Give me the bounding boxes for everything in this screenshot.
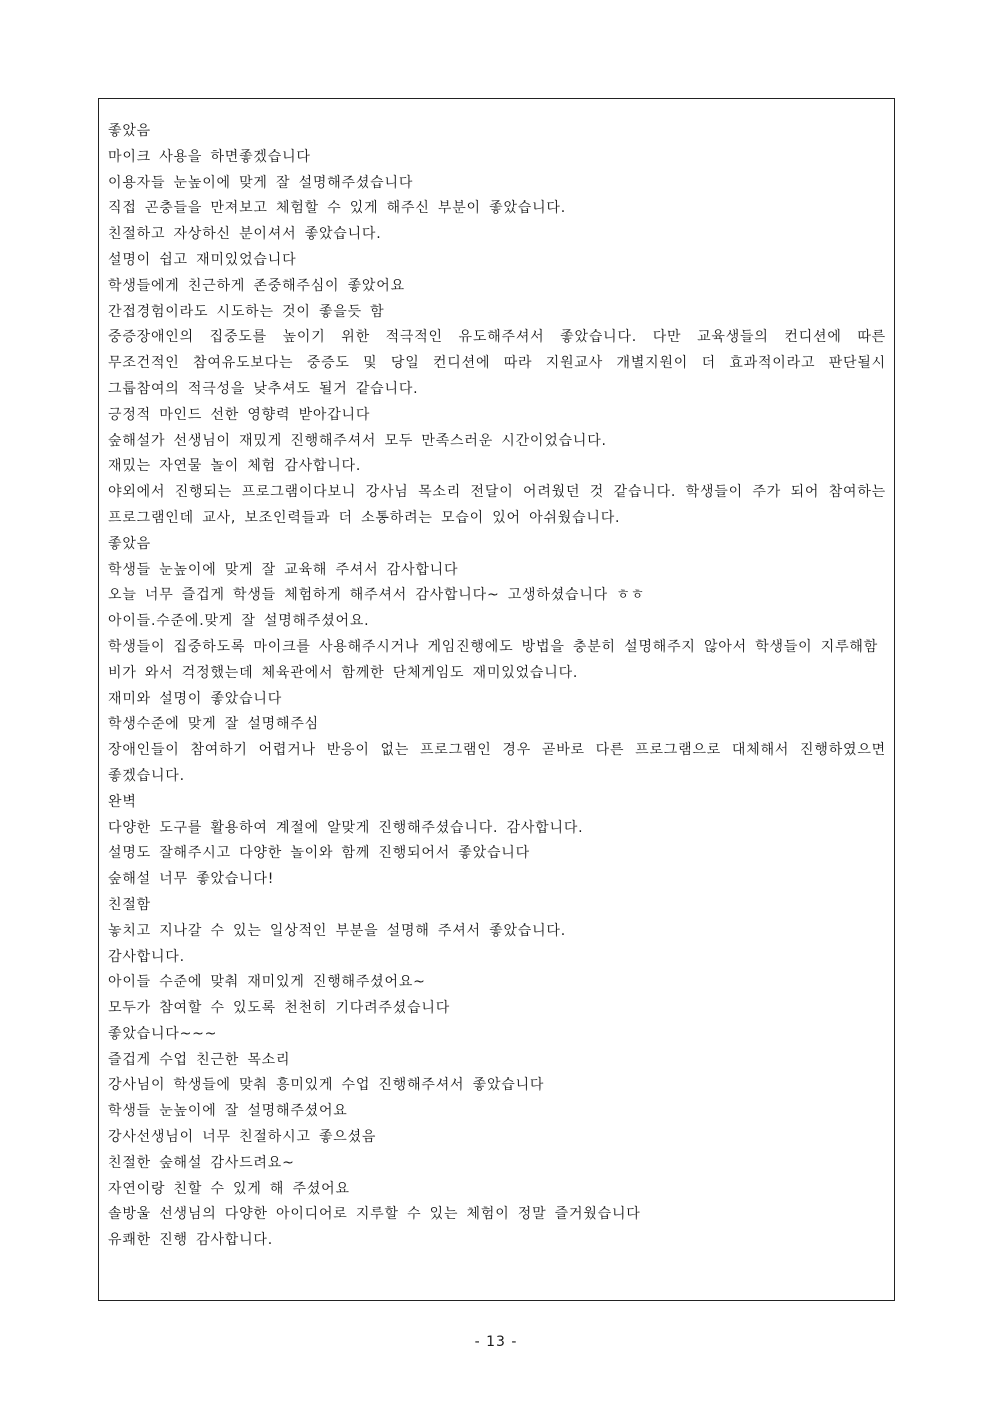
page-number: - 13 -: [474, 1334, 518, 1350]
feedback-entry: 재미와 설명이 좋았습니다: [108, 690, 283, 707]
feedback-entry: 유쾌한 진행 감사합니다.: [108, 1232, 273, 1249]
feedback-entry: 비가 와서 걱정했는데 체육관에서 함께한 단체게임도 재미있었습니다.: [108, 664, 579, 681]
feedback-entry: 숲해설 너무 좋았습니다!: [108, 871, 275, 888]
feedback-entry: 친절함: [108, 896, 151, 913]
feedback-entry: 학생들 눈높이에 잘 설명해주셨어요: [108, 1103, 348, 1120]
feedback-entry: 친절한 숲해설 감사드려요~: [108, 1154, 295, 1171]
feedback-entry: 야외에서 진행되는 프로그램이다보니 강사님 목소리 전달이 어려웠던 것 같습니다. 학생들이 주가 되어 참여하는 프로그램인데 교사, 보조인력들과 더 소통하려는 모습이 있어 아쉬웠습니다.: [108, 484, 886, 526]
feedback-entry: 마이크 사용을 하면좋겠습니다: [108, 148, 311, 165]
feedback-entry: 직접 곤충들을 만져보고 체험할 수 있게 해주신 부분이 좋았습니다.: [108, 200, 566, 217]
feedback-entry: 오늘 너무 즐겁게 학생들 체험하게 해주셔서 감사합니다~ 고생하셨습니다 ㅎㅎ: [108, 587, 645, 604]
feedback-entry: 중증장애인의 집중도를 높이기 위한 적극적인 유도해주셔서 좋았습니다. 다만 교육생들의 컨디션에 따른 무조건적인 참여유도보다는 중증도 및 당일 컨디션에 따라 지원교사 개별지원이 더 효과적이라고 판단될시 그룹참여의 적극성을 낮추셔도 될거 같습니다.: [108, 329, 886, 397]
feedback-entry: 학생들이 집중하도록 마이크를 사용해주시거나 게임진행에도 방법을 충분히 설명해주지 않아서 학생들이 지루해함: [108, 638, 879, 655]
feedback-entry: 좋았음: [108, 535, 151, 552]
feedback-entry: 모두가 참여할 수 있도록 천천히 기다려주셨습니다: [108, 1000, 451, 1017]
feedback-entry: 아이들 수준에 맞춰 재미있게 진행해주셨어요~: [108, 974, 426, 991]
feedback-entry: 장애인들이 참여하기 어렵거나 반응이 없는 프로그램인 경우 곧바로 다른 프로그램으로 대체해서 진행하였으면 좋겠습니다.: [108, 742, 886, 784]
feedback-entry: 다양한 도구를 활용하여 계절에 알맞게 진행해주셨습니다. 감사합니다.: [108, 819, 584, 836]
feedback-entry: 설명도 잘해주시고 다양한 놀이와 함께 진행되어서 좋았습니다: [108, 845, 530, 862]
feedback-entry: 즐겁게 수업 친근한 목소리: [108, 1051, 291, 1068]
feedback-entry: 좋았음: [108, 123, 151, 139]
feedback-entry: 친절하고 자상하신 분이셔서 좋았습니다.: [108, 226, 382, 243]
feedback-entry: 솔방울 선생님의 다양한 아이디어로 지루할 수 있는 체험이 정말 즐거웠습니다: [108, 1206, 641, 1223]
feedback-entry: 완벽: [108, 793, 137, 810]
feedback-entry: 설명이 쉽고 재미있었습니다: [108, 251, 297, 268]
feedback-entry: 긍정적 마인드 선한 영향력 받아갑니다: [108, 406, 371, 423]
feedback-entry: 강사님이 학생들에 맞춰 흥미있게 수업 진행해주셔서 좋았습니다: [108, 1077, 545, 1094]
feedback-entry: 자연이랑 친할 수 있게 해 주셨어요: [108, 1180, 350, 1197]
feedback-entry: 학생들에게 친근하게 존중해주심이 좋았어요: [108, 277, 405, 294]
feedback-entry: 학생수준에 맞게 잘 설명해주심: [108, 716, 319, 733]
feedback-entry: 이용자들 눈높이에 맞게 잘 설명해주셨습니다: [108, 174, 414, 191]
feedback-entry: 재밌는 자연물 놀이 체험 감사합니다.: [108, 458, 362, 475]
feedback-entry: 강사선생님이 너무 친절하시고 좋으셨음: [108, 1129, 377, 1146]
feedback-list: [108, 119, 886, 1254]
feedback-entry: 숲해설가 선생님이 재밌게 진행해주셔서 모두 만족스러운 시간이었습니다.: [108, 432, 607, 449]
feedback-entry: 좋았습니다~~~: [108, 1025, 218, 1042]
feedback-entry: 감사합니다.: [108, 948, 185, 965]
feedback-entry: 간접경험이라도 시도하는 것이 좋을듯 함: [108, 303, 385, 320]
feedback-box: [98, 98, 895, 1301]
feedback-entry: 놓치고 지나갈 수 있는 일상적인 부분을 설명해 주셔서 좋았습니다.: [108, 922, 566, 939]
feedback-entry: 아이들.수준에.맞게 잘 설명해주셨어요.: [108, 613, 370, 630]
feedback-entry: 학생들 눈높이에 맞게 잘 교육해 주셔서 감사합니다: [108, 561, 459, 578]
